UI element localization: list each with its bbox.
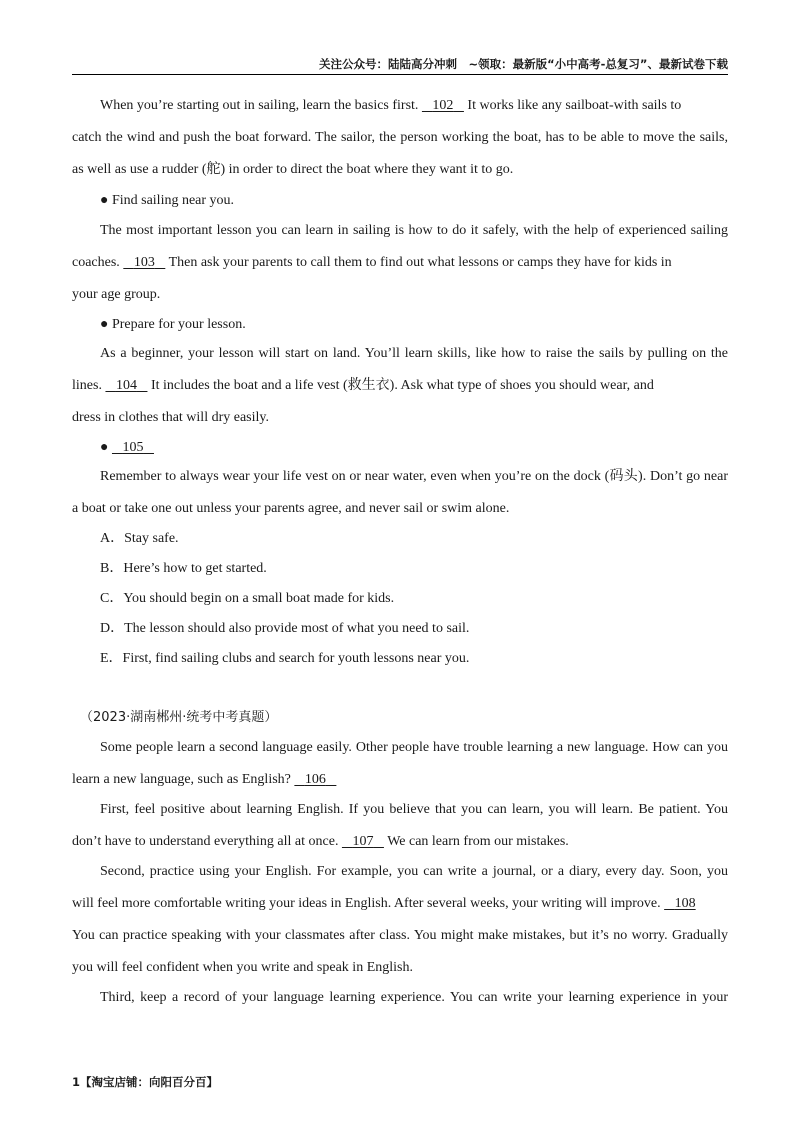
passage2-p1-line2 bbox=[72, 771, 728, 789]
page-header bbox=[72, 56, 728, 75]
text: coaches. bbox=[72, 255, 120, 270]
passage1-p2-line2 bbox=[72, 254, 728, 272]
passage2-p3-line4: you will feel confident when you write and speak in English. bbox=[72, 960, 413, 975]
text: It includes the boat and a life vest (救生衣). Ask what type of shoes you should wear, and bbox=[150, 378, 654, 393]
passage1-p1-line2: catch the wind and push the boat forward. The sailor, the person working the boat, has to be able to move the sails, bbox=[72, 130, 728, 145]
option-b: B．Here’s how to get started. bbox=[100, 561, 267, 576]
option-a: A．Stay safe. bbox=[100, 531, 179, 546]
passage1-p1-line1 bbox=[100, 97, 728, 115]
passage2-p3-line3: You can practice speaking with your classmates after class. You might make mistakes, but it’s no worry. Gradually bbox=[72, 928, 728, 943]
option-d: D．The lesson should also provide most of what you need to sail. bbox=[100, 621, 470, 636]
text: It works like any sailboat-with sails to bbox=[467, 98, 682, 113]
text: don’t have to understand everything all at once. bbox=[72, 834, 339, 849]
blank-108[interactable]: 108 bbox=[674, 896, 696, 911]
text: lines. bbox=[72, 378, 102, 393]
passage1-p3-line3: dress in clothes that will dry easily. bbox=[72, 410, 269, 425]
passage2-p4-line1: Third, keep a record of your language learning experience. You can write your learning experience in your bbox=[100, 990, 728, 1005]
passage1-p3-line1: As a beginner, your lesson will start on land. You’ll learn skills, like how to raise the sails by pulling on the bbox=[100, 346, 728, 361]
passage2-p2-line2 bbox=[72, 833, 728, 851]
header-text: 关注公众号：陆陆高分冲刺 ~领取：最新版“小中高考-总复习”、最新试卷下载 bbox=[318, 57, 728, 71]
blank-103[interactable]: 103 bbox=[133, 255, 155, 270]
bullet: ● bbox=[100, 440, 109, 455]
heading-prepare-lesson: ● Prepare for your lesson. bbox=[100, 317, 246, 332]
heading-105 bbox=[100, 439, 728, 457]
passage2-p1-line1: Some people learn a second language easily. Other people have trouble learning a new language. How can you bbox=[100, 740, 728, 755]
blank-106[interactable]: 106 bbox=[304, 772, 326, 787]
page-footer: 1【淘宝店铺：向阳百分百】 bbox=[72, 1075, 219, 1089]
blank-105[interactable]: 105 bbox=[122, 440, 144, 455]
passage2-p2-line1: First, feel positive about learning English. If you believe that you can learn, you will learn. Be patient. You bbox=[100, 802, 728, 817]
blank-102[interactable]: 102 bbox=[432, 98, 454, 113]
passage2-p3-line2 bbox=[72, 895, 728, 913]
text: When you’re starting out in sailing, learn the basics first. bbox=[100, 98, 419, 113]
passage1-p4-line2: a boat or take one out unless your parents agree, and never sail or swim alone. bbox=[72, 501, 510, 516]
passage1-p1-line3: as well as use a rudder (舵) in order to direct the boat where they want it to go. bbox=[72, 162, 514, 177]
passage1-p4-line1: Remember to always wear your life vest on or near water, even when you’re on the dock (码头). Don’t go near bbox=[100, 469, 728, 484]
passage2-p3-line1: Second, practice using your English. For example, you can write a journal, or a diary, every day. Soon, you bbox=[100, 864, 728, 879]
text: learn a new language, such as English? bbox=[72, 772, 291, 787]
blank-107[interactable]: 107 bbox=[352, 834, 374, 849]
passage1-p3-line2 bbox=[72, 377, 728, 395]
text: will feel more comfortable writing your ideas in English. After several weeks, your writing will improve. bbox=[72, 896, 661, 911]
passage1-p2-line1: The most important lesson you can learn in sailing is how to do it safely, with the help of experienced sailing bbox=[100, 223, 728, 238]
heading-find-sailing: ● Find sailing near you. bbox=[100, 193, 235, 208]
option-c: C．You should begin on a small boat made for kids. bbox=[100, 591, 395, 606]
text: Then ask your parents to call them to find out what lessons or camps they have for kids in bbox=[168, 255, 672, 270]
passage1-p2-line3: your age group. bbox=[72, 287, 161, 302]
option-e: E．First, find sailing clubs and search for youth lessons near you. bbox=[100, 651, 470, 666]
question-source: （2023·湖南郴州·统考中考真题） bbox=[80, 710, 278, 725]
blank-104[interactable]: 104 bbox=[115, 378, 137, 393]
text: We can learn from our mistakes. bbox=[387, 834, 569, 849]
